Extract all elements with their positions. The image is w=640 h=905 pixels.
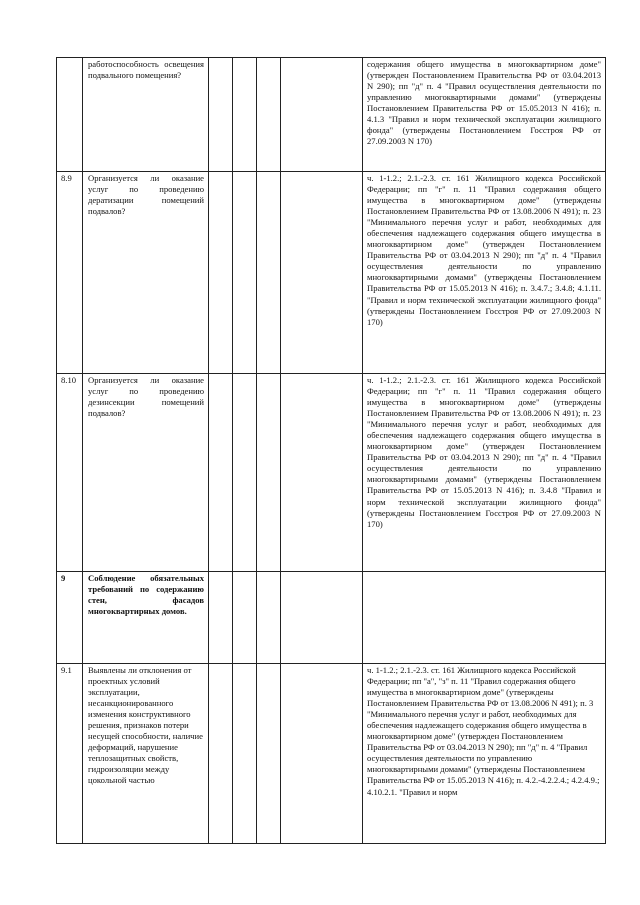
comment-cell: [281, 374, 363, 572]
row-question: Организуется ли оказание услуг по проведению дератизации помещений подвалов?: [83, 172, 209, 374]
comment-cell: [281, 664, 363, 844]
answer-cell-na: [257, 374, 281, 572]
row-number: 8.10: [57, 374, 83, 572]
answer-cell-na: [257, 572, 281, 664]
row-reference: ч. 1-1.2.; 2.1.-2.3. ст. 161 Жилищного кодекса Российской Федерации; пп "г" п. 11 "Правил содержания общего имущества в многоквартирном доме" (утверждены Постановлением Правительства РФ от 13.08.2006 N 491); п. 23 "Минимального перечня услуг и работ, необходимых для обеспечения надлежащего содержания общего имущества в многоквартирном доме" (утвержден Постановлением Правительства РФ от 03.04.2013 N 290); пп "д" п. 4 "Правил осуществления деятельности по управлению многоквартирными домами" (утверждены Постановлением Правительства РФ от 15.05.2013 N 416); п. 3.4.7.; 3.4.8; 4.1.11. "Правил и норм технической эксплуатации жилищного фонда" (утверждены Постановлением Госстроя РФ от 27.09.2003 N 170): [363, 172, 606, 374]
answer-cell-yes: [209, 172, 233, 374]
table-row: [57, 572, 606, 664]
comment-cell: [281, 172, 363, 374]
answer-cell-no: [233, 572, 257, 664]
section-number: 9: [57, 572, 83, 664]
row-number: 8.9: [57, 172, 83, 374]
answer-cell-no: [233, 58, 257, 172]
row-question: Выявлены ли отклонения от проектных условий эксплуатации, несанкционированного изменения конструктивного решения, признаков потери несущей способности, наличие деформаций, нарушение теплозащитных свойств, гидроизоляции между цокольной частью: [83, 664, 209, 844]
row-question: Организуется ли оказание услуг по проведению дезинсекции помещений подвалов?: [83, 374, 209, 572]
table-row: [57, 374, 606, 572]
answer-cell-no: [233, 172, 257, 374]
answer-cell-yes: [209, 58, 233, 172]
row-reference: содержания общего имущества в многоквартирном доме" (утвержден Постановлением Правительства РФ от 03.04.2013 N 290); пп "д" п. 4 "Правил осуществления деятельности по управлению многоквартирными домами" (утверждены Постановлением Правительства РФ от 15.05.2013 N 416); п. 4.1.3 "Правил и норм технической эксплуатации жилищного фонда" (утверждены Постановлением Госстроя РФ от 27.09.2003 N 170): [363, 58, 606, 172]
answer-cell-yes: [209, 572, 233, 664]
requirements-table: [56, 57, 606, 844]
comment-cell: [281, 572, 363, 664]
row-question: работоспособность освещения подвального помещения?: [83, 58, 209, 172]
row-reference: [363, 572, 606, 664]
table-row: [57, 58, 606, 172]
table-row: [57, 664, 606, 844]
row-number: 9.1: [57, 664, 83, 844]
answer-cell-yes: [209, 374, 233, 572]
table-row: [57, 172, 606, 374]
answer-cell-na: [257, 172, 281, 374]
answer-cell-na: [257, 58, 281, 172]
answer-cell-no: [233, 374, 257, 572]
row-reference: ч. 1-1.2.; 2.1.-2.3. ст. 161 Жилищного кодекса Российской Федерации; пп "г" п. 11 "Правил содержания общего имущества в многоквартирном доме" (утверждены Постановлением Правительства РФ от 13.08.2006 N 491); п. 23 "Минимального перечня услуг и работ, необходимых для обеспечения надлежащего содержания общего имущества в многоквартирном доме" (утвержден Постановлением Правительства РФ от 03.04.2013 N 290); пп "д" п. 4 "Правил осуществления деятельности по управлению многоквартирными домами" (утверждены Постановлением Правительства РФ от 15.05.2013 N 416); п. 3.4.8 "Правил и норм технической эксплуатации жилищного фонда" (утверждены Постановлением Госстроя РФ от 27.09.2003 N 170): [363, 374, 606, 572]
section-title: Соблюдение обязательных требований по содержанию стен, фасадов многоквартирных домов.: [83, 572, 209, 664]
row-number: [57, 58, 83, 172]
answer-cell-yes: [209, 664, 233, 844]
row-reference: ч. 1-1.2.; 2.1.-2.3. ст. 161 Жилищного кодекса Российской Федерации; пп "а", "з" п. 11 "Правил содержания общего имущества в многоквартирном доме" (утверждены Постановлением Правительства РФ от 13.08.2006 N 491); п. 3 "Минимального перечня услуг и работ, необходимых для обеспечения надлежащего содержания общего имущества в многоквартирном доме" (утвержден Постановлением Правительства РФ от 03.04.2013 N 290); пп "д" п. 4 "Правил осуществления деятельности по управлению многоквартирными домами" (утверждены Постановлением Правительства РФ от 15.05.2013 N 416); п. 4.2.-4.2.2.4.; 4.2.4.9.; 4.10.2.1. "Правил и норм: [363, 664, 606, 844]
comment-cell: [281, 58, 363, 172]
answer-cell-no: [233, 664, 257, 844]
answer-cell-na: [257, 664, 281, 844]
